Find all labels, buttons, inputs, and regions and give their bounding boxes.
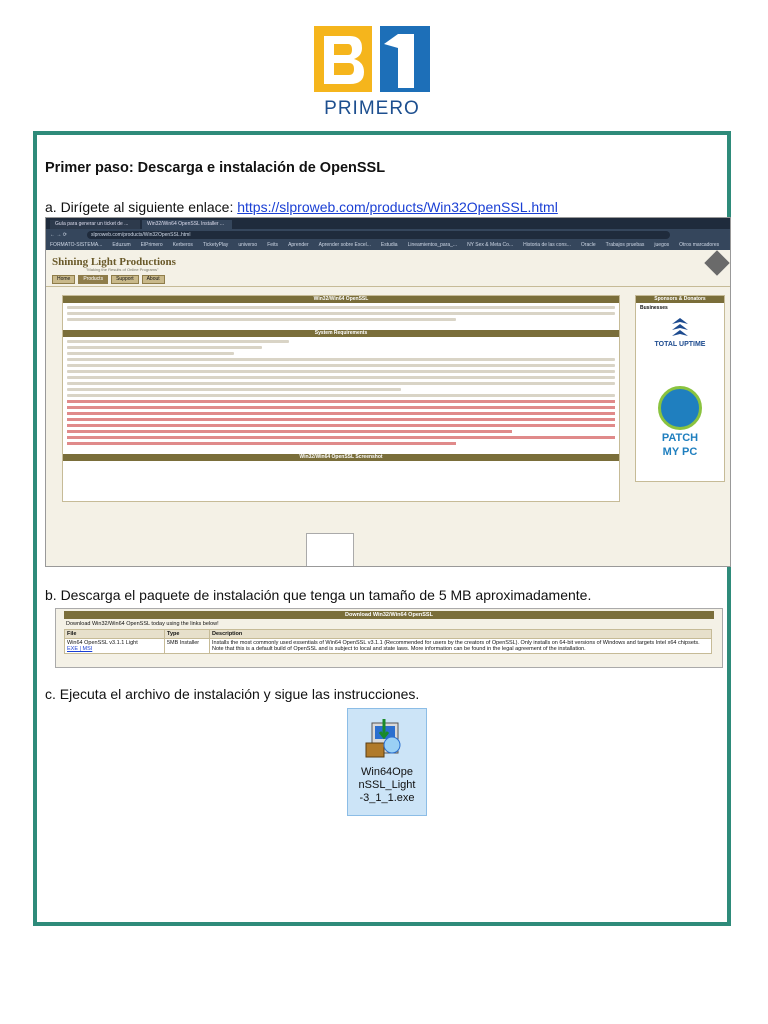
step-b: b. Descarga el paquete de instalación que tenga un tamaño de 5 MB aproximadamente. [45,587,592,603]
table-row [65,639,712,654]
patch-logo-icon [658,386,702,430]
bookmark: NY Sex & Meta Co... [467,242,514,248]
table-header-row [65,630,712,639]
browser-tab-active: Win32/Win64 OpenSSL Installer ... [142,220,232,229]
text-line [67,376,615,379]
sidebar-heading: Sponsors & Donators [636,296,724,303]
site-main-content [62,295,620,502]
browser-tabbar [46,218,730,229]
warning-line [67,424,615,427]
site-tagline: "Making the Results of Online Programs" [86,267,159,272]
browser-screenshot [45,217,731,567]
bookmark: Eduzum [112,242,131,248]
text-line [67,370,615,373]
installer-icon [362,715,408,761]
bookmark: Otros marcadores [679,242,720,248]
bookmark: Feits [267,242,279,248]
menu-products: Products [78,275,108,284]
text-line [67,318,456,321]
bookmark: FORMATO-SISTEMA... [50,242,103,248]
warning-line [67,406,615,409]
bookmarks-bar [46,240,730,250]
section-heading: Win32/Win64 OpenSSL [63,296,619,303]
bookmark: ElPrimero [140,242,163,248]
menu-about: About [142,275,165,284]
bookmark: Historia de las cons... [523,242,571,248]
text-line [67,306,615,309]
installer-file-label [348,766,426,805]
warning-line [67,412,615,415]
installer-label-line: -3_1_1.exe [359,792,415,804]
text-line [67,394,615,397]
warning-line [67,430,512,433]
warning-line [67,400,615,403]
section-heading: Win32/Win64 OpenSSL Screenshot [63,454,619,461]
bookmark: Kerberos [172,242,193,248]
download-table [64,629,712,654]
section-heading: System Requirements [63,330,619,337]
patch-text-1: PATCH [661,432,699,444]
warning-line [67,436,615,439]
menu-support: Support [111,275,139,284]
column-header: Description [210,630,712,639]
browser-tab: Guía para generar un ticket de ... [50,220,140,229]
cell-description: Installs the most commonly used essentials of Win64 OpenSSL v3.1.1 (Recommended for users by the creators of OpenSSL). Only installs on 64-bit versions of Windows and targets Intel x64 chipsets. Note that this is a default build of OpenSSL and is subject to local and state laws. More information can be found in the legal agreement of the installation. [210,639,712,654]
column-header: Type [165,630,210,639]
bookmark: Oracle [580,242,596,248]
nav-arrows-icon: ← → ⟳ [50,231,67,238]
site-name: Shining Light Productions [52,256,176,268]
primero-logo [310,22,434,122]
bookmark: Lineamientos_para_... [407,242,458,248]
download-heading: Download Win32/Win64 OpenSSL [64,611,714,619]
browser-address-bar [46,229,730,240]
sponsor-patch-my-pc [640,386,720,458]
text-line [67,358,615,361]
instructions-frame [33,131,731,926]
step-a [45,199,558,215]
bookmark: juegos [654,242,670,248]
page-title: Primer paso: Descarga e instalación de OpenSSL [45,160,386,176]
installer-screenshot-thumb [306,533,354,567]
bookmark: TicketyPlay [202,242,229,248]
patch-text-2: MY PC [662,446,698,458]
text-line [67,388,401,391]
browser-url: slproweb.com/products/Win32OpenSSL.html [87,231,670,239]
cell-type: 5MB Installer [165,639,210,654]
bookmark: Aprender [288,242,309,248]
menu-home: Home [52,275,75,284]
bookmark: universo [238,242,258,248]
sidebar-sub: Businesses [640,305,668,311]
text-line [67,340,289,343]
text-line [67,346,262,349]
column-header: File [65,630,165,639]
uptime-logo-icon [668,316,692,340]
download-table-screenshot [55,608,723,668]
logo-text: PRIMERO [324,98,420,119]
openssl-link[interactable]: https://slproweb.com/products/Win32OpenSSL.html [237,199,558,215]
file-name: Win64 OpenSSL v3.1.1 Light [67,640,138,646]
site-menu [52,275,165,284]
sponsors-sidebar [635,295,725,482]
download-intro: Download Win32/Win64 OpenSSL today using the links below! [66,621,219,627]
sponsor-total-uptime: TOTAL UPTIME [654,341,706,348]
text-line [67,364,615,367]
text-line [67,312,615,315]
installer-label-line: nSSL_Light [358,779,416,791]
step-c: c. Ejecuta el archivo de instalación y sigue las instrucciones. [45,686,420,702]
bookmark: Trabajos pruebas [605,242,645,248]
site-header [46,250,730,287]
text-line [67,352,234,355]
bookmark: Estudia [380,242,398,248]
warning-line [67,442,456,445]
site-corner-graphic [704,250,729,275]
warning-line [67,418,615,421]
cell-file [65,639,165,654]
step-a-text: a. Dirígete al siguiente enlace: [45,199,238,215]
bookmark: Aprender sobre Excel... [318,242,371,248]
file-links: EXE | MSI [67,646,93,652]
text-line [67,382,615,385]
installer-label-line: Win64Ope [361,766,413,778]
installer-file-icon [347,708,427,816]
